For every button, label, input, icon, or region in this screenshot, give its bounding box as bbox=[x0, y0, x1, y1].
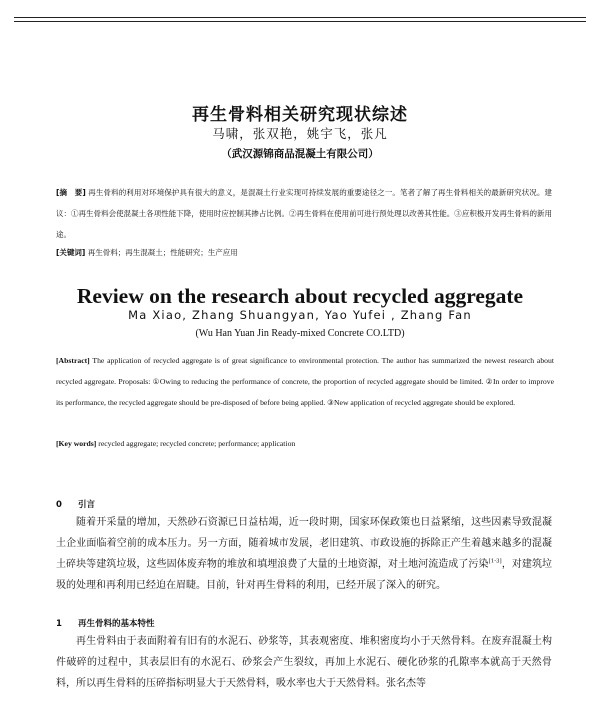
authors-chinese: 马啸，张双艳，姚宇飞，张凡 bbox=[212, 126, 388, 141]
affiliation-english: (Wu Han Yuan Jin Ready-mixed Concrete CO.LTD) bbox=[195, 328, 405, 339]
keywords-chinese bbox=[56, 246, 552, 260]
abstract-chinese bbox=[56, 182, 552, 245]
paragraph-text: ，对建筑垃圾的处理和再利用已经迫在眉睫。目前，针对再生骨料的利用，已经开展了深入的研究。 bbox=[56, 559, 552, 591]
affiliation-chinese: （武汉源锦商品混凝土有限公司） bbox=[221, 148, 379, 160]
section-title: 引言 bbox=[78, 500, 96, 510]
title-english: Review on the research about recycled aggregate bbox=[76, 284, 524, 308]
section-heading-properties bbox=[56, 617, 155, 629]
paragraph-text: 随着开采量的增加，天然砂石资源已日益枯竭，近一段时期，国家环保政策也日益紧缩，这些因素导致混凝土企业面临着空前的成本压力。另一方面，随着城市发展，老旧建筑、市政设施的拆除正产生着越来越多的混凝土碎块等建筑垃圾，这些固体废弃物的堆放和填埋浪费了大量的土地资源，对土地河流造成了污染 bbox=[56, 517, 552, 570]
keywords-english-text: recycled aggregate; recycled concrete; performance; application bbox=[98, 439, 296, 448]
keywords-chinese-text: 再生骨料；再生混凝土；性能研究；生产应用 bbox=[87, 248, 238, 257]
section-heading-intro bbox=[56, 498, 95, 510]
abstract-chinese-text: 再生骨料的利用对环境保护具有很大的意义，是混凝土行业实现可持续发展的重要途径之一。笔者了解了再生骨料相关的最新研究状况。建议：①再生骨料会使混凝土各项性能下降，使用时应控制其掺占比例。②再生骨料在使用前可进行预处理以改善其性能。③应积极开发再生骨料的新用途。 bbox=[56, 188, 553, 239]
section-number: 1 bbox=[56, 619, 62, 629]
keywords-chinese-label: [关键词] bbox=[56, 248, 86, 257]
keywords-english bbox=[56, 437, 554, 451]
abstract-english-text: The application of recycled aggregate is of great significance to environmental protection. The author has summarized the newest research about recycled aggregate. Proposals: ①Owing to reducing the performance of concrete, the proportion of recycled aggregate should be limited. ②In order to improve its performance, the recycled aggregate should be pre-disposed of before being applied. ③New application of recycled aggregate should be explored. bbox=[56, 356, 554, 407]
title-chinese: 再生骨料相关研究现状综述 bbox=[192, 105, 408, 125]
authors-english: Ma Xiao, Zhang Shuangyan, Yao Yufei , Zhang Fan bbox=[128, 308, 472, 322]
section-title: 再生骨料的基本特性 bbox=[78, 619, 155, 629]
citation: [1-3] bbox=[488, 558, 502, 565]
intro-paragraph bbox=[56, 512, 552, 596]
abstract-english-label: [Abstract] bbox=[56, 356, 90, 365]
properties-paragraph: 再生骨料由于表面附着有旧有的水泥石、砂浆等，其表观密度、堆积密度均小于天然骨料。在废弃混凝土构件破碎的过程中，其表层旧有的水泥石、砂浆会产生裂纹，再加上水泥石、硬化砂浆的孔隙率本就高于天然骨料，所以再生骨料的压碎指标明显大于天然骨料，吸水率也大于天然骨料。张名杰等 bbox=[56, 636, 552, 689]
header-rule-bottom bbox=[14, 21, 586, 22]
keywords-english-label: [Key words] bbox=[56, 439, 97, 448]
abstract-english bbox=[56, 350, 554, 413]
header-rule-top bbox=[14, 17, 586, 18]
abstract-chinese-label: [摘 要] bbox=[56, 188, 86, 197]
section-number: 0 bbox=[56, 500, 62, 510]
